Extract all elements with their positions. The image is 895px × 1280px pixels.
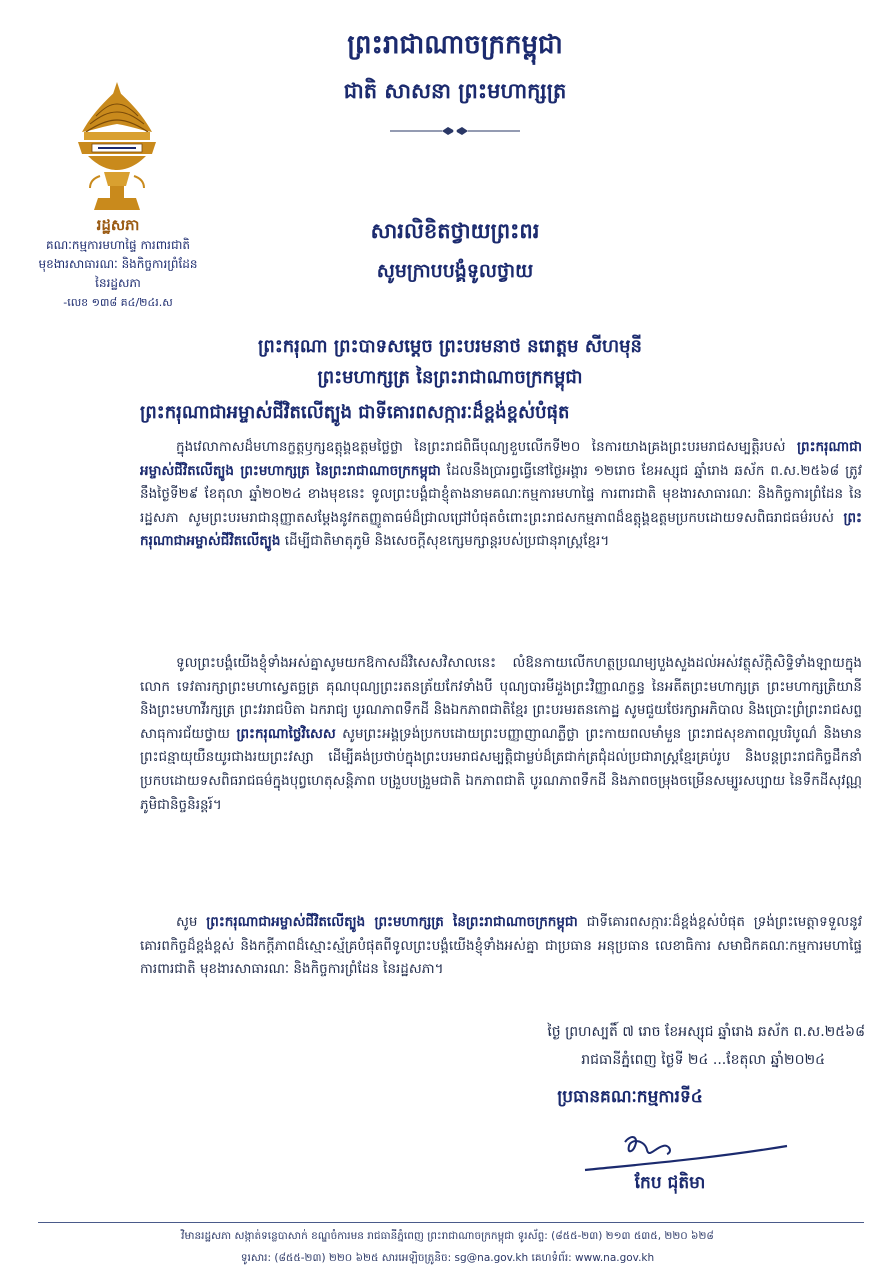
- signer-name: កែប ជុតិមា: [634, 1173, 706, 1193]
- solar-date: រាជធានីភ្នំពេញ ថ្ងៃទី ២៤ ...ខែតុលា ឆ្នាំ២០២៤: [581, 1052, 825, 1068]
- text-run: សូមព្រះអង្គទ្រង់ប្រកបដោយព្រះបញ្ញាញាណភ្លឺថ្លា ព្រះកាយពលមាំមួន ព្រះរាជសុខភាពល្អបរិបូណ៌ និងមានព្រះជន្មាយុយឺនយូរជាងរយព្រះវស្សា ដើម្បីគង់ប្រថាប់ក្នុងព្រះបរមរាជសម្បត្តិជាម្លប់ដ៏ត្រជាក់ត្រជុំដល់ប្រជារាស្ត្រខ្មែរគ្រប់រូប និងបន្តព្រះរាជកិច្ចដឹកនាំប្រកបដោយទសពិធរាជធម៌ក្នុងបុព្វហេតុសន្តិភាព បង្រួបបង្រួមជាតិ ឯកភាពជាតិ បូរណភាពទឹកដី និងភាពចម្រុងចម្រើនសម្បូរសប្បាយ នៃទឹកដីសុវណ្ណភូមិជានិច្ចនិរន្តរ៍។: [140, 725, 862, 813]
- text-run: ទូលព្រះបង្គំយើងខ្ញុំទាំងអស់គ្នាសូមយកឱកាសដ៏វិសេសវិសាលនេះ លំឱនកាយលើកហត្ថប្រណម្យបួងសួងដល់អស់វត្ថុស័ក្តិសិទ្ធិទាំងឡាយក្នុងលោក ទេវតារក្សាព្រះមហាស្វេតច្ឆត្រ គុណបុណ្យព្រះរតនត្រ័យកែវទាំងបី បុណ្យបារមីដួងព្រះវិញ្ញាណក្ខន្ធ នៃអតីតព្រះមហាក្សត្រ ព្រះមហាក្សត្រិយានី និងព្រះមហាវីរក្សត្រ ព្រះវររាជបិតា ឯករាជ្យ បូរណភាពទឹកដី និងឯកភាពជាតិខ្មែរ ព្រះបរមរតនកោដ្ឋ សូមជួយថែរក្សាអភិបាល និងប្រោះព្រំព្រះរាជសព្ទសាធុការជ័យថ្វាយ: [140, 655, 862, 742]
- text-run: ដើម្បីជាតិមាតុភូមិ និងសេចក្តីសុខក្សេមក្សាន្តរបស់ប្រជានុរាស្ត្រខ្មែរ។: [280, 533, 610, 550]
- text-run: ជាទីគោរពសក្ការៈដ៏ខ្ពង់ខ្ពស់បំផុត ទ្រង់ព្រះមេត្តាទទួលនូវគោរពកិច្ចដ៏ខ្ពង់ខ្ពស់ និងកក្តីភាពដ៏ស្មោះស្ម័គ្របំផុតពីទូលព្រះបង្គំយើងខ្ញុំទាំងអស់គ្នា ជាប្រធាន អនុប្រធាន លេខាធិការ សមាជិកគណៈកម្មការមហាផ្ទៃ ការពារជាតិ មុខងារសាធារណៈ និងកិច្ចការព្រំដែន នៃរដ្ឋសភា។: [140, 914, 862, 978]
- king-title-bold: ព្រះករុណាជាអម្ចាស់ជីវិតលើត្បូង: [140, 509, 862, 550]
- body-paragraph-2: [140, 652, 862, 817]
- king-title-bold: ព្រះករុណាជាអម្ចាស់ជីវិតលើត្បូង ព្រះមហាក្សត្រ នៃព្រះរាជាណាចក្រកម្ពុជា: [140, 439, 862, 479]
- text-run: ក្នុងវេលាកាសដ៏មហានក្ខត្តឫក្សឧត្តុង្គឧត្តមថ្លៃថ្លា នៃព្រះរាជពិធីបុណ្យខួបលើកទី២០ នៃការយាងគ្រងព្រះបរមរាជសម្បត្តិរបស់: [176, 439, 797, 455]
- footer-divider: [38, 1222, 864, 1223]
- national-motto: ជាតិ សាសនា ព្រះមហាក្សត្រ: [343, 79, 567, 103]
- commission-line-1: គណៈកម្មការមហាផ្ទៃ ការពារជាតិ: [46, 238, 190, 252]
- footer-address: វិមានរដ្ឋសភា សង្កាត់ទន្លេបាសាក់ ខណ្ឌចំការមន រាជធានីភ្នំពេញ ព្រះរាជាណាចក្រកម្ពុជា ទូរស័ព្ទ: (៨៥៥-២៣) ២១៣ ៥៣៥, ២២០ ៦២៨: [181, 1230, 714, 1242]
- lunar-date: ថ្ងៃ ព្រហស្បតិ៍ ៧ រោច ខែអស្សុជ ឆ្នាំរោង ឆស័ក ព.ស.២៥៦៨: [547, 1024, 865, 1040]
- signer-position: ប្រធានគណៈកម្មការទី៤: [557, 1087, 703, 1107]
- national-assembly-emblem-icon: [74, 80, 160, 214]
- divider-ornament-icon: [390, 124, 520, 138]
- salutation-heading: ព្រះករុណាជាអម្ចាស់ជីវិតលើត្បូង ជាទីគោរពសក្ការៈដ៏ខ្ពង់ខ្ពស់បំផុត: [140, 402, 570, 423]
- issuer-block: [18, 214, 218, 312]
- text-run: សូម: [176, 914, 207, 930]
- issuer-org: រដ្ឋសភា: [96, 216, 140, 234]
- footer-contact: ទូរសារ: (៨៥៥-២៣) ២២០ ៦២៥ សារអេឡិចត្រូនិច: sg@na.gov.kh គេហទំព័រ: www.na.gov.kh: [240, 1252, 655, 1264]
- document-subtitle: សូមក្រាបបង្គំទូលថ្វាយ: [376, 260, 534, 282]
- king-title-bold: ព្រះករុណាថ្លៃវិសេស: [236, 725, 336, 742]
- body-paragraph-1: [140, 436, 862, 554]
- text-run: ដែលនឹងប្រារព្ធធ្វើនៅថ្ងៃអង្គារ ១២រោច ខែអស្សុជ ឆ្នាំរោង ឆស័ក ព.ស.២៥៦៨ ត្រូវនឹងថ្ងៃទី២៩ ខែតុលា ឆ្នាំ២០២៤ ខាងមុខនេះ ទូលព្រះបង្គំជាខ្ញុំតាងនាមគណៈកម្មការមហាផ្ទៃ ការពារជាតិ មុខងារសាធារណៈ និងកិច្ចការព្រំដែន នៃរដ្ឋសភា សូមព្រះបរមរាជានុញ្ញាតសម្តែងនូវកតញ្ញូតាធម៌ដ៏ជ្រាលជ្រៅបំផុតចំពោះព្រះរាជសកម្មភាពដ៏ឧត្តុង្គឧត្តមប្រកបដោយទសពិធរាជធម៌របស់: [140, 462, 863, 526]
- kingdom-title: ព្រះរាជាណាចក្រកម្ពុជា: [347, 30, 563, 60]
- addressee-line-2: ព្រះមហាក្សត្រ នៃព្រះរាជាណាចក្រកម្ពុជា: [317, 367, 583, 388]
- body-paragraph-3: [140, 911, 862, 982]
- commission-line-2: មុខងារសាធារណៈ និងកិច្ចការព្រំដែន: [38, 257, 198, 271]
- addressee-line-1: ព្រះករុណា ព្រះបាទសម្តេច ព្រះបរមនាថ នរោត្តម សីហមុនី: [258, 336, 642, 357]
- document-title: សារលិខិតថ្វាយព្រះពរ: [370, 219, 540, 243]
- king-title-bold: ព្រះករុណាជាអម្ចាស់ជីវិតលើត្បូង ព្រះមហាក្សត្រ នៃព្រះរាជាណាចក្រកម្ពុជា: [206, 914, 578, 930]
- reference-number: -លេខ ១៣៨ គ៤/២៤រ.ស: [63, 296, 173, 309]
- commission-line-3: នៃរដ្ឋសភា: [95, 276, 141, 290]
